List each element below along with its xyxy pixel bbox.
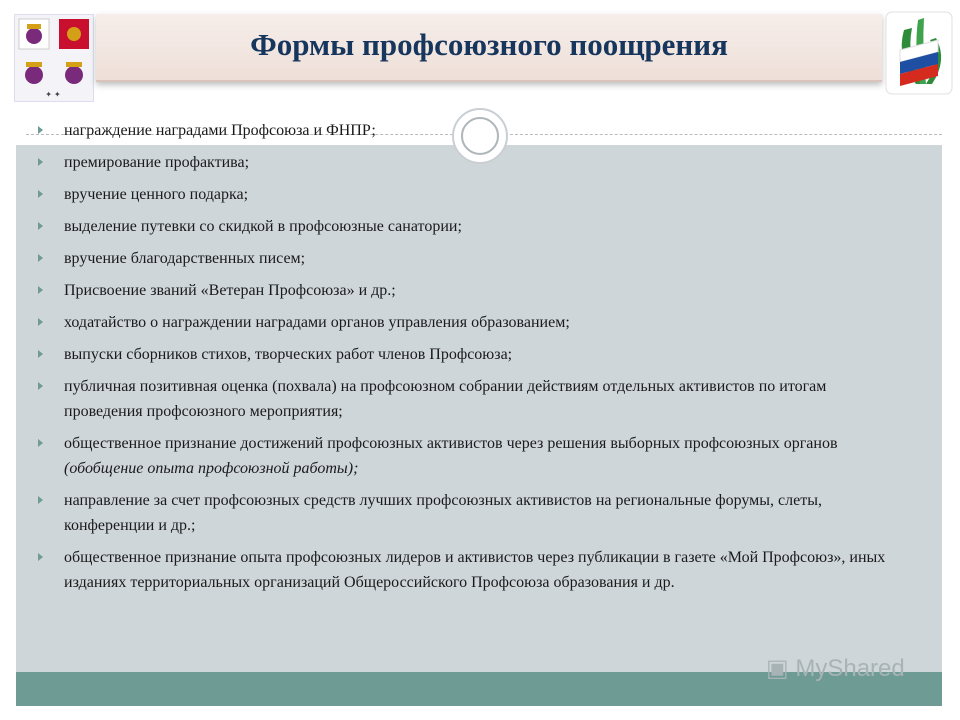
bullet-icon — [38, 439, 43, 447]
list-item: награждение наградами Профсоюза и ФНПР; — [38, 118, 898, 143]
bullet-icon — [38, 318, 43, 326]
bullet-icon — [38, 158, 43, 166]
presentation-icon: ▣ — [766, 655, 796, 682]
bullet-icon — [38, 382, 43, 390]
list-item: выделение путевки со скидкой в профсоюзные санатории; — [38, 214, 898, 239]
bullet-icon — [38, 254, 43, 262]
svg-text:✦ ✦: ✦ ✦ — [45, 90, 61, 99]
list-item: публичная позитивная оценка (похвала) на профсоюзном собрании действиям отдельных активистов по итогам проведения профсоюзного мероприятия; — [38, 374, 898, 424]
list-item: ходатайство о награждении наградами органов управления образованием; — [38, 310, 898, 335]
title-box — [96, 14, 882, 82]
bullet-icon — [38, 222, 43, 230]
list-item: выпуски сборников стихов, творческих работ членов Профсоюза; — [38, 342, 898, 367]
list-item: общественное признание опыта профсоюзных лидеров и активистов через публикации в газете «Мой Профсоюз», иных изданиях территориальных организаций Общероссийского Профсоюза образования и др. — [38, 545, 898, 595]
list-item: общественное признание достижений профсоюзных активистов через решения выборных профсоюзных органов (обобщение опыта профсоюзной работы); — [38, 431, 898, 481]
bullet-icon — [38, 496, 43, 504]
bullet-icon — [38, 126, 43, 134]
list-item: Присвоение званий «Ветеран Профсоюза» и др.; — [38, 278, 898, 303]
bullet-icon — [38, 286, 43, 294]
union-logo-icon — [884, 10, 954, 96]
bullet-icon — [38, 553, 43, 561]
reward-list — [38, 118, 898, 602]
coat-of-arms-icon — [14, 14, 94, 102]
list-item: направление за счет профсоюзных средств лучших профсоюзных активистов на региональные форумы, слеты, конференции и др.; — [38, 488, 898, 538]
list-item: вручение благодарственных писем; — [38, 246, 898, 271]
page-title: Формы профсоюзного поощрения — [250, 27, 728, 62]
list-item: премирование профактива; — [38, 150, 898, 175]
bullet-icon — [38, 350, 43, 358]
bullet-icon — [38, 190, 43, 198]
list-item: вручение ценного подарка; — [38, 182, 898, 207]
watermark: ▣ MyShared — [766, 655, 905, 682]
